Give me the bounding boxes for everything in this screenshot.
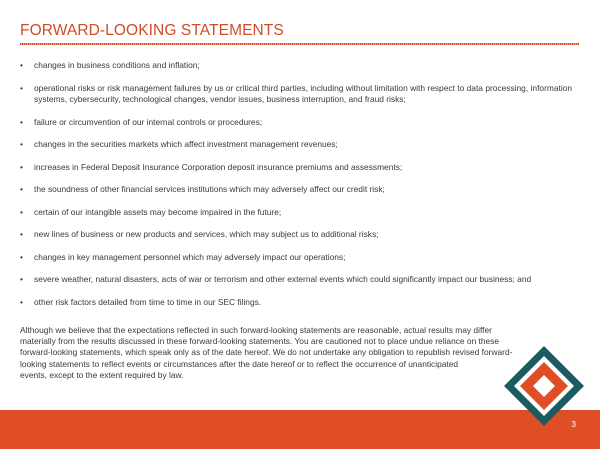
risk-factor-list (20, 60, 572, 319)
list-item: • operational risks or risk management failures by us or critical third parties, including without limitation with respect to data processing, information systems, cybersecurity, technological changes, vendor issues, business interruption, and fraud risks; (20, 83, 572, 106)
list-item: • other risk factors detailed from time to time in our SEC filings. (20, 297, 572, 309)
diamond-logo-icon (503, 345, 585, 427)
closing-line: events, except to the extent required by law. (20, 369, 184, 380)
title-divider (20, 43, 579, 45)
list-item: • the soundness of other financial services institutions which may adversely affect our credit risk; (20, 184, 572, 196)
closing-line: materially from the results discussed in these forward-looking statements. You are cautioned not to place undue reliance on these (20, 336, 500, 347)
page-title: FORWARD-LOOKING STATEMENTS (20, 22, 284, 39)
closing-line: Although we believe that the expectations reflected in such forward-looking statements are reasonable, actual results may differ (20, 325, 492, 335)
list-item: • changes in key management personnel which may adversely impact our operations; (20, 252, 572, 264)
list-item: • changes in business conditions and inflation; (20, 60, 572, 72)
list-item: • increases in Federal Deposit Insurance Corporation deposit insurance premiums and assessments; (20, 162, 572, 174)
list-item: • changes in the securities markets which affect investment management revenues; (20, 139, 572, 151)
closing-paragraph (20, 325, 572, 381)
list-item: • certain of our intangible assets may become impaired in the future; (20, 207, 572, 219)
closing-line: looking statements to reflect events or circumstances after the date hereof or to reflect the occurrence of unanticipated (20, 358, 459, 369)
page-number: 3 (571, 420, 576, 429)
list-item: • new lines of business or new products and services, which may subject us to additional risks; (20, 229, 572, 241)
list-item: • failure or circumvention of our internal controls or procedures; (20, 117, 572, 129)
list-item: • severe weather, natural disasters, acts of war or terrorism and other external events which could significantly impact our business; and (20, 274, 572, 286)
closing-line: forward-looking statements, which speak only as of the date hereof. We do not undertake any obligation to republish revised forward- (20, 347, 513, 358)
